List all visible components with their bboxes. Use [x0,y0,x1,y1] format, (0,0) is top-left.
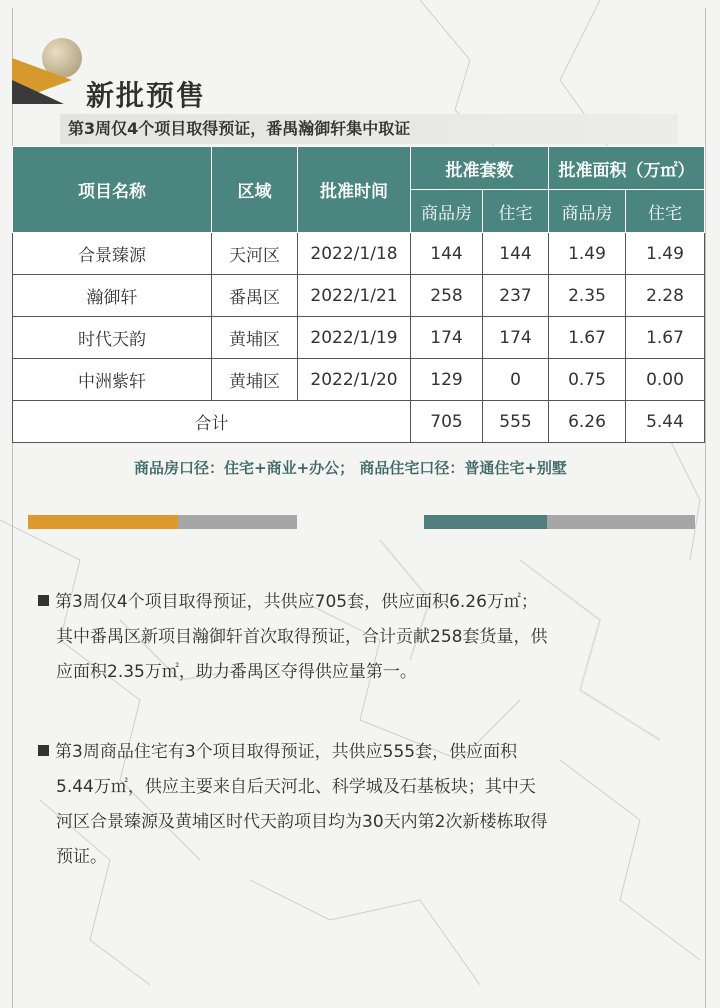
paragraph-1-line-1: 第3周仅4个项目取得预证，共供应705套，供应面积6.26万㎡； [55,592,538,612]
cell-units-commercial: 258 [411,275,483,317]
paragraph-1-line-3: 应面积2.35万㎡，助力番禺区夺得供应量第一。 [56,662,417,682]
cell-area-residential: 1.67 [626,317,705,359]
presale-table [12,146,705,443]
paragraph-2-line-2: 5.44万㎡，供应主要来自后天河北、科学城及石基板块；其中天 [56,777,536,797]
cell-units-residential: 174 [483,317,549,359]
table-total-row [13,401,705,443]
cell-date: 2022/1/19 [298,317,411,359]
cell-area-commercial: 2.35 [549,275,626,317]
teal-divider-bar [424,515,547,529]
header-approval-date: 批准时间 [298,147,411,233]
square-bullet-icon [38,595,49,606]
cell-area-residential: 0.00 [626,359,705,401]
header-area-residential: 住宅 [626,190,705,233]
gray-divider-bar-right [547,515,695,529]
header-project-name: 项目名称 [13,147,212,233]
cell-units-commercial: 129 [411,359,483,401]
header-district: 区域 [212,147,298,233]
cell-total-area-residential: 5.44 [626,401,705,443]
table-row [13,233,705,275]
paragraph-2-line-4: 预证。 [56,847,107,867]
header-approved-area: 批准面积（万㎡） [549,147,705,190]
paragraph-1-line-2: 其中番禺区新项目瀚御轩首次取得预证，合计贡献258套货量，供 [56,627,548,647]
table-row [13,275,705,317]
cell-units-residential: 144 [483,233,549,275]
cell-area-commercial: 0.75 [549,359,626,401]
page-subtitle: 第3周仅4个项目取得预证，番禺瀚御轩集中取证 [60,114,678,144]
cell-date: 2022/1/21 [298,275,411,317]
paragraph-2-line-3: 河区合景臻源及黄埔区时代天韵项目均为30天内第2次新楼栋取得 [56,812,548,832]
cell-district: 黄埔区 [212,317,298,359]
cell-total-units-commercial: 705 [411,401,483,443]
definition-note: 商品房口径：住宅+商业+办公； 商品住宅口径：普通住宅+别墅 [134,459,567,477]
cell-total-label: 合计 [13,401,411,443]
table-row [13,359,705,401]
cell-units-residential: 0 [483,359,549,401]
square-bullet-icon [38,745,49,756]
cell-date: 2022/1/20 [298,359,411,401]
cell-units-commercial: 144 [411,233,483,275]
cell-units-commercial: 174 [411,317,483,359]
cell-date: 2022/1/18 [298,233,411,275]
cell-area-commercial: 1.49 [549,233,626,275]
cell-project-name: 中洲紫轩 [13,359,212,401]
dark-triangle-decoration [12,80,64,104]
cell-project-name: 合景臻源 [13,233,212,275]
cell-district: 番禺区 [212,275,298,317]
cell-district: 天河区 [212,233,298,275]
paragraph-2 [38,735,678,875]
header-approved-units: 批准套数 [411,147,549,190]
page-title: 新批预售 [86,79,207,112]
header-units-commercial: 商品房 [411,190,483,233]
cell-area-residential: 2.28 [626,275,705,317]
cell-area-commercial: 1.67 [549,317,626,359]
cell-project-name: 时代天韵 [13,317,212,359]
table-row [13,317,705,359]
orange-divider-bar [28,515,178,529]
paragraph-1 [38,585,678,690]
cell-project-name: 瀚御轩 [13,275,212,317]
cell-total-units-residential: 555 [483,401,549,443]
cell-area-residential: 1.49 [626,233,705,275]
paragraph-2-line-1: 第3周商品住宅有3个项目取得预证，共供应555套，供应面积 [55,742,518,762]
cell-total-area-commercial: 6.26 [549,401,626,443]
header-area-commercial: 商品房 [549,190,626,233]
cell-district: 黄埔区 [212,359,298,401]
header-units-residential: 住宅 [483,190,549,233]
cell-units-residential: 237 [483,275,549,317]
gray-divider-bar-left [178,515,297,529]
